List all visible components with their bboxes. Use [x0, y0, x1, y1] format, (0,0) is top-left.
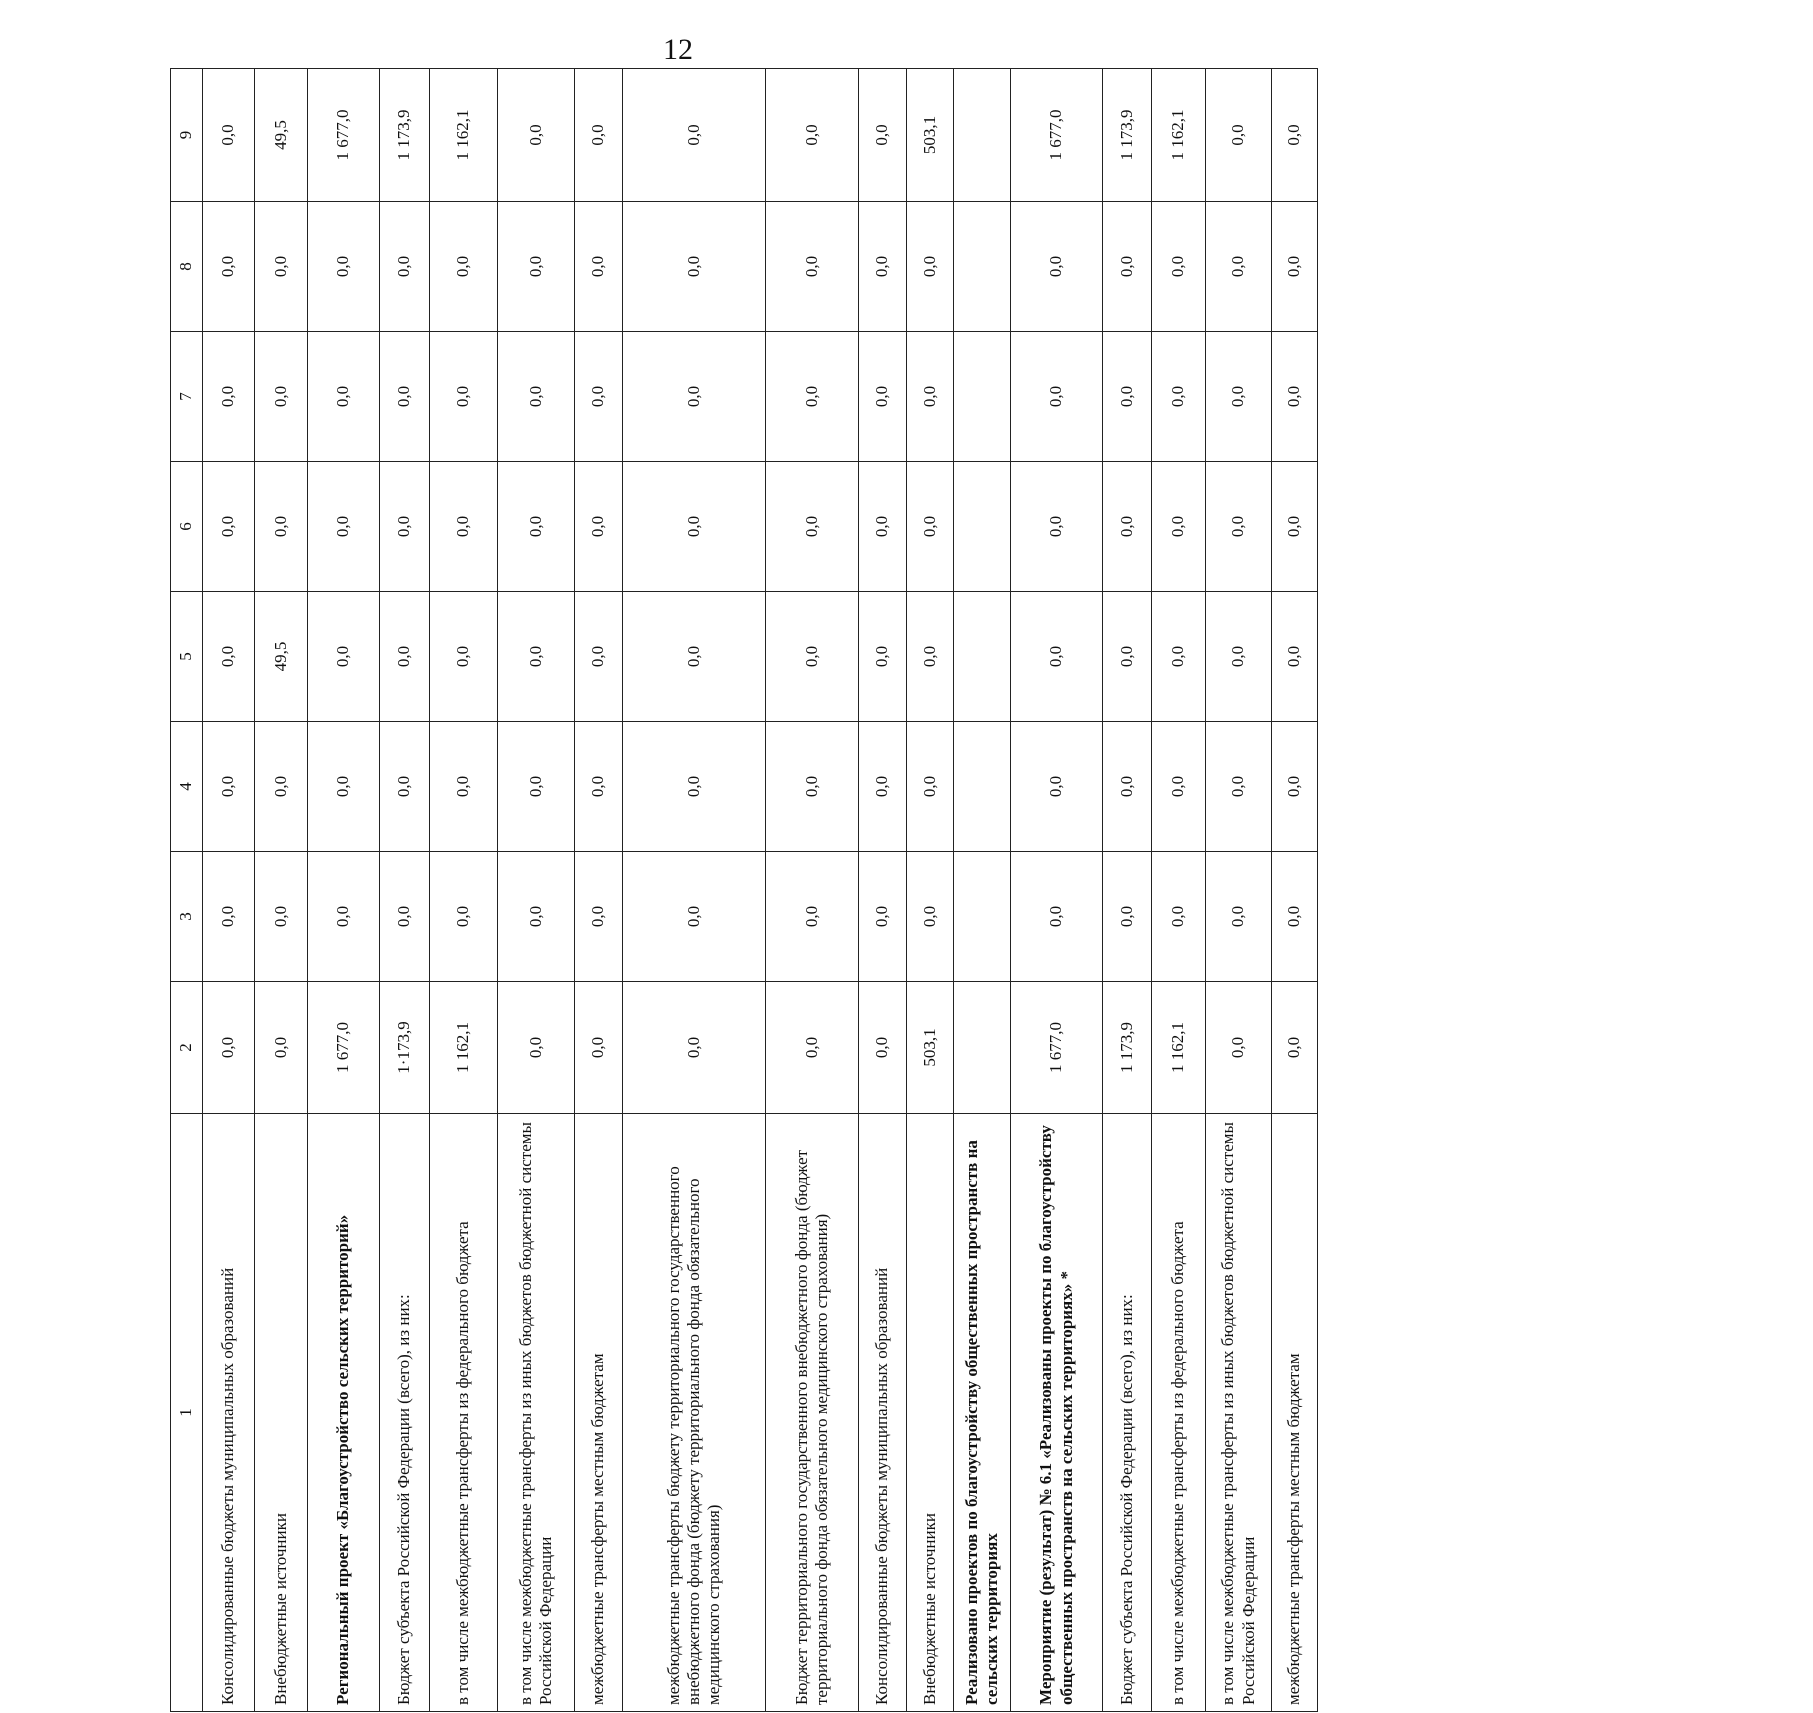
value-cell: 0,0 — [623, 722, 766, 852]
value-cell: 0,0 — [1152, 202, 1206, 332]
value-cell: 0,0 — [308, 852, 380, 982]
value-cell: 0,0 — [1272, 592, 1318, 722]
value-cell: 0,0 — [766, 852, 859, 982]
value-cell: 0,0 — [203, 332, 255, 462]
value-cell: 0,0 — [1272, 69, 1318, 202]
header-cell: 6 — [171, 462, 203, 592]
value-cell: 0,0 — [498, 332, 575, 462]
value-cell: 0,0 — [1152, 852, 1206, 982]
table-row — [1103, 69, 1152, 1712]
value-cell: 49,5 — [255, 69, 308, 202]
value-cell: 0,0 — [1011, 332, 1103, 462]
table-row — [203, 69, 255, 1712]
table-row — [308, 69, 380, 1712]
value-cell: 0,0 — [907, 592, 954, 722]
row-label: межбюджетные трансферты местным бюджетам — [1272, 1114, 1318, 1712]
value-cell — [954, 332, 1011, 462]
value-cell: 0,0 — [430, 722, 498, 852]
value-cell: 0,0 — [203, 462, 255, 592]
value-cell: 0,0 — [859, 202, 907, 332]
value-cell: 49,5 — [255, 592, 308, 722]
value-cell: 0,0 — [498, 69, 575, 202]
value-cell: 1 162,1 — [430, 69, 498, 202]
header-cell: 8 — [171, 202, 203, 332]
header-cell: 1 — [171, 1114, 203, 1712]
row-label: Бюджет субъекта Российской Федерации (всего), из них: — [380, 1114, 430, 1712]
value-cell: 0,0 — [766, 332, 859, 462]
table-row — [575, 69, 623, 1712]
value-cell: 0,0 — [575, 852, 623, 982]
value-cell: 0,0 — [623, 982, 766, 1114]
value-cell: 0,0 — [380, 332, 430, 462]
table-row — [859, 69, 907, 1712]
row-label: в том числе межбюджетные трансферты из федерального бюджета — [1152, 1114, 1206, 1712]
row-label: в том числе межбюджетные трансферты из федерального бюджета — [430, 1114, 498, 1712]
value-cell: 0,0 — [1011, 852, 1103, 982]
value-cell: 0,0 — [203, 69, 255, 202]
value-cell: 0,0 — [907, 462, 954, 592]
value-cell: 0,0 — [498, 462, 575, 592]
value-cell: 0,0 — [1206, 69, 1272, 202]
value-cell: 0,0 — [623, 332, 766, 462]
value-cell: 0,0 — [1206, 332, 1272, 462]
header-cell: 9 — [171, 69, 203, 202]
value-cell: 0,0 — [498, 852, 575, 982]
value-cell: 0,0 — [308, 722, 380, 852]
table-row — [1272, 69, 1318, 1712]
value-cell: 0,0 — [203, 982, 255, 1114]
value-cell: 0,0 — [1152, 722, 1206, 852]
value-cell: 0,0 — [498, 982, 575, 1114]
value-cell: 0,0 — [859, 69, 907, 202]
value-cell: 0,0 — [1272, 332, 1318, 462]
table-row — [1206, 69, 1272, 1712]
table-row — [907, 69, 954, 1712]
value-cell: 0,0 — [623, 69, 766, 202]
value-cell — [954, 202, 1011, 332]
value-cell: 0,0 — [430, 202, 498, 332]
table-row — [954, 69, 1011, 1712]
value-cell: 0,0 — [380, 462, 430, 592]
table-row — [1011, 69, 1103, 1712]
value-cell: 0,0 — [1011, 202, 1103, 332]
value-cell: 0,0 — [1206, 722, 1272, 852]
value-cell: 0,0 — [380, 722, 430, 852]
value-cell: 0,0 — [1011, 592, 1103, 722]
value-cell: 0,0 — [1011, 462, 1103, 592]
row-label: в том числе межбюджетные трансферты из иных бюджетов бюджетной системы Российской Федерации — [498, 1114, 575, 1712]
value-cell: 1·173,9 — [380, 982, 430, 1114]
value-cell: 0,0 — [1206, 982, 1272, 1114]
value-cell: 1 677,0 — [308, 69, 380, 202]
header-cell: 4 — [171, 722, 203, 852]
value-cell: 0,0 — [623, 592, 766, 722]
row-label: Внебюджетные источники — [255, 1114, 308, 1712]
value-cell: 503,1 — [907, 69, 954, 202]
value-cell — [954, 462, 1011, 592]
value-cell: 0,0 — [1272, 722, 1318, 852]
value-cell: 0,0 — [1152, 332, 1206, 462]
row-label: Мероприятие (результат) № 6.1 «Реализованы проекты по благоустройству общественных пространств на сельских территориях» * — [1011, 1114, 1103, 1712]
row-label: Бюджет территориального государственного внебюджетного фонда (бюджет территориального фонда обязательного медицинского страхования) — [766, 1114, 859, 1712]
value-cell: 0,0 — [203, 202, 255, 332]
value-cell: 0,0 — [308, 202, 380, 332]
value-cell: 0,0 — [498, 592, 575, 722]
value-cell — [954, 592, 1011, 722]
value-cell — [954, 722, 1011, 852]
header-cell: 2 — [171, 982, 203, 1114]
value-cell: 0,0 — [575, 202, 623, 332]
value-cell — [954, 982, 1011, 1114]
value-cell: 0,0 — [859, 852, 907, 982]
value-cell: 1 173,9 — [1103, 982, 1152, 1114]
value-cell: 0,0 — [255, 982, 308, 1114]
value-cell: 0,0 — [498, 722, 575, 852]
value-cell: 1 162,1 — [1152, 982, 1206, 1114]
value-cell: 0,0 — [308, 462, 380, 592]
value-cell: 0,0 — [1103, 462, 1152, 592]
page-number: 12 — [663, 33, 693, 66]
value-cell: 1 173,9 — [380, 69, 430, 202]
value-cell: 0,0 — [575, 462, 623, 592]
row-label: межбюджетные трансферты бюджету территориального государственного внебюджетного фонда (бюджету территориального фонда обязательного медицинского страхования) — [623, 1114, 766, 1712]
value-cell: 0,0 — [380, 852, 430, 982]
value-cell: 1 173,9 — [1103, 69, 1152, 202]
value-cell: 0,0 — [255, 462, 308, 592]
value-cell: 0,0 — [623, 852, 766, 982]
header-cell: 7 — [171, 332, 203, 462]
value-cell: 0,0 — [430, 462, 498, 592]
value-cell: 0,0 — [766, 69, 859, 202]
value-cell: 0,0 — [907, 852, 954, 982]
value-cell: 0,0 — [907, 332, 954, 462]
value-cell: 0,0 — [907, 202, 954, 332]
value-cell: 0,0 — [1103, 202, 1152, 332]
value-cell: 0,0 — [380, 202, 430, 332]
value-cell: 0,0 — [1152, 462, 1206, 592]
value-cell: 0,0 — [1152, 592, 1206, 722]
value-cell: 0,0 — [1103, 722, 1152, 852]
value-cell: 0,0 — [308, 332, 380, 462]
rotated-table-area — [170, 69, 1813, 1705]
value-cell: 0,0 — [575, 592, 623, 722]
row-label: Консолидированные бюджеты муниципальных образований — [203, 1114, 255, 1712]
value-cell: 0,0 — [575, 332, 623, 462]
value-cell: 0,0 — [766, 722, 859, 852]
value-cell: 0,0 — [1103, 332, 1152, 462]
value-cell: 1 162,1 — [1152, 69, 1206, 202]
row-label: Консолидированные бюджеты муниципальных образований — [859, 1114, 907, 1712]
value-cell: 0,0 — [766, 202, 859, 332]
value-cell: 0,0 — [1272, 852, 1318, 982]
value-cell: 0,0 — [1272, 982, 1318, 1114]
table-row — [430, 69, 498, 1712]
value-cell: 0,0 — [766, 462, 859, 592]
value-cell: 0,0 — [1206, 592, 1272, 722]
value-cell: 503,1 — [907, 982, 954, 1114]
value-cell: 0,0 — [1103, 852, 1152, 982]
table-row — [380, 69, 430, 1712]
value-cell — [954, 69, 1011, 202]
budget-table — [170, 68, 1318, 1712]
value-cell: 0,0 — [859, 462, 907, 592]
value-cell: 0,0 — [575, 722, 623, 852]
value-cell: 0,0 — [1103, 592, 1152, 722]
value-cell: 0,0 — [255, 852, 308, 982]
value-cell: 0,0 — [623, 202, 766, 332]
row-label: межбюджетные трансферты местным бюджетам — [575, 1114, 623, 1712]
header-row — [171, 69, 203, 1712]
value-cell: 0,0 — [430, 592, 498, 722]
value-cell: 0,0 — [1272, 202, 1318, 332]
value-cell: 0,0 — [203, 852, 255, 982]
value-cell: 1 677,0 — [308, 982, 380, 1114]
value-cell: 0,0 — [430, 332, 498, 462]
value-cell: 0,0 — [859, 592, 907, 722]
value-cell: 0,0 — [766, 982, 859, 1114]
row-label: Бюджет субъекта Российской Федерации (всего), из них: — [1103, 1114, 1152, 1712]
value-cell: 0,0 — [380, 592, 430, 722]
value-cell: 1 677,0 — [1011, 69, 1103, 202]
value-cell: 0,0 — [255, 722, 308, 852]
value-cell: 0,0 — [575, 982, 623, 1114]
value-cell: 0,0 — [255, 202, 308, 332]
row-label: Реализовано проектов по благоустройству общественных пространств на сельских территориях — [954, 1114, 1011, 1712]
value-cell: 0,0 — [907, 722, 954, 852]
value-cell: 0,0 — [203, 592, 255, 722]
header-cell: 3 — [171, 852, 203, 982]
value-cell: 0,0 — [498, 202, 575, 332]
value-cell: 0,0 — [255, 332, 308, 462]
value-cell: 0,0 — [575, 69, 623, 202]
table-row — [255, 69, 308, 1712]
row-label: Внебюджетные источники — [907, 1114, 954, 1712]
value-cell: 0,0 — [859, 722, 907, 852]
rotated-table-frame — [170, 69, 1304, 1712]
header-cell: 5 — [171, 592, 203, 722]
value-cell: 0,0 — [1011, 722, 1103, 852]
table-row — [766, 69, 859, 1712]
value-cell: 0,0 — [1206, 852, 1272, 982]
value-cell: 0,0 — [766, 592, 859, 722]
table-row — [498, 69, 575, 1712]
value-cell: 1 677,0 — [1011, 982, 1103, 1114]
table-row — [623, 69, 766, 1712]
value-cell: 0,0 — [859, 332, 907, 462]
value-cell — [954, 852, 1011, 982]
row-label: Региональный проект «Благоустройство сельских территорий» — [308, 1114, 380, 1712]
row-label: в том числе межбюджетные трансферты из иных бюджетов бюджетной системы Российской Федерации — [1206, 1114, 1272, 1712]
value-cell: 0,0 — [430, 852, 498, 982]
value-cell: 0,0 — [1272, 462, 1318, 592]
value-cell: 0,0 — [623, 462, 766, 592]
value-cell: 0,0 — [859, 982, 907, 1114]
value-cell: 0,0 — [203, 722, 255, 852]
value-cell: 1 162,1 — [430, 982, 498, 1114]
value-cell: 0,0 — [1206, 202, 1272, 332]
table-row — [1152, 69, 1206, 1712]
value-cell: 0,0 — [1206, 462, 1272, 592]
value-cell: 0,0 — [308, 592, 380, 722]
